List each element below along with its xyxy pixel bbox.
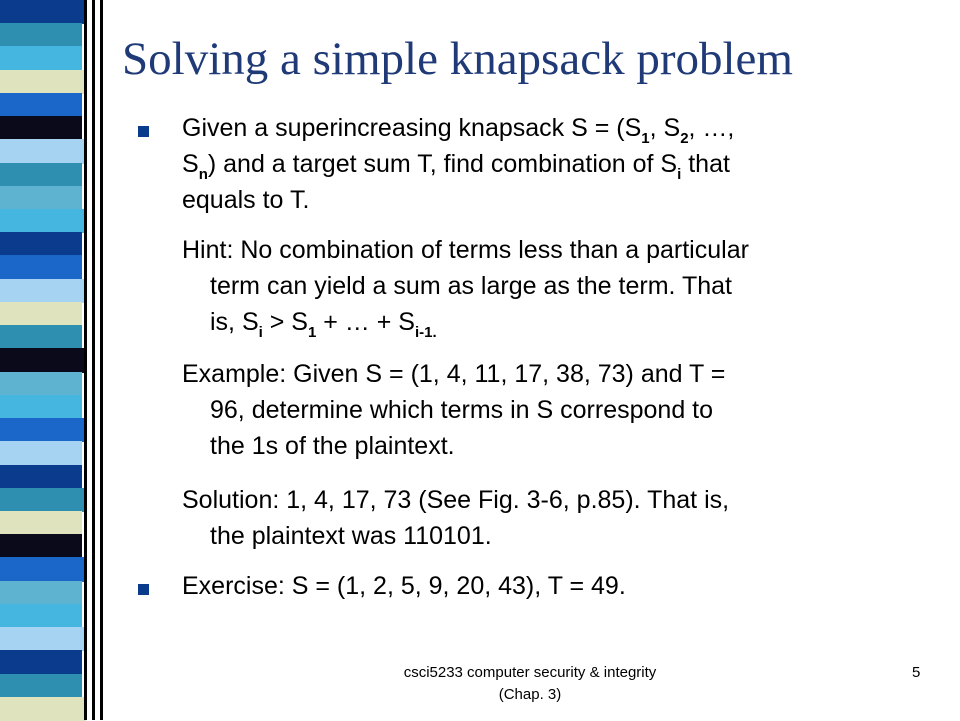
stripe-block	[0, 697, 86, 721]
stripe-block	[0, 465, 82, 489]
stripe-block	[0, 163, 82, 187]
stripe-block	[0, 209, 86, 233]
text-line: the plaintext was 110101.	[210, 522, 492, 550]
bullet-paragraph-1	[182, 110, 734, 218]
text-line: Solution: 1, 4, 17, 73 (See Fig. 3-6, p.85). That is,	[182, 486, 730, 514]
text-line: the 1s of the plaintext.	[210, 432, 455, 460]
stripe-block	[0, 23, 82, 47]
text-line: is, $S_i > S_1$ + … + $S_{i-1.}$	[210, 308, 437, 341]
stripe-block	[0, 418, 86, 442]
stripe-block	[0, 581, 82, 605]
decorative-stripe	[0, 0, 108, 720]
stripe-block	[0, 674, 82, 698]
text-line: 96, determine which terms in S correspond to	[210, 396, 714, 424]
stripe-block	[0, 186, 82, 210]
stripe-block	[0, 395, 82, 419]
stripe-block	[0, 511, 82, 535]
stripe-block	[0, 116, 82, 140]
bullet-square-icon	[138, 584, 149, 595]
stripe-block	[0, 279, 86, 303]
stripe-block	[0, 325, 82, 349]
hint-paragraph	[182, 232, 749, 340]
stripe-block	[0, 604, 82, 628]
stripe-block	[0, 302, 82, 326]
text-line: Given a superincreasing knapsack $S = (S_1$, $S_2$, …,	[182, 114, 735, 147]
stripe-block	[0, 93, 82, 117]
text-line: equals to T.	[182, 186, 310, 214]
text-line: Example: Given S = (1, 4, 11, 17, 38, 73) and T =	[182, 360, 726, 388]
slide-title: Solving a simple knapsack problem	[122, 33, 793, 85]
stripe-divider	[84, 0, 87, 720]
stripe-divider	[100, 0, 103, 720]
stripe-block	[0, 139, 86, 163]
stripe-block	[0, 627, 86, 651]
example-paragraph	[182, 356, 725, 464]
stripe-block	[0, 557, 86, 581]
stripe-block	[0, 488, 86, 512]
page-number: 5	[912, 664, 921, 681]
text-line: Hint: No combination of terms less than a particular	[182, 236, 749, 264]
bullet-square-icon	[138, 126, 149, 137]
stripe-block	[0, 255, 82, 279]
stripe-block	[0, 232, 82, 256]
solution-paragraph	[182, 482, 729, 554]
footer-caption: csci5233 computer security & integrity (Chap. 3)	[403, 664, 657, 703]
text-line: $S_n$) and a target sum T, find combination of $S_i$ that	[182, 150, 730, 183]
stripe-block	[0, 70, 86, 94]
text-line: term can yield a sum as large as the term. That	[210, 272, 732, 300]
stripe-block	[0, 441, 82, 465]
stripe-block	[0, 372, 82, 396]
stripe-block	[0, 0, 86, 24]
stripe-block	[0, 650, 82, 674]
stripe-block	[0, 534, 82, 558]
stripe-block	[0, 46, 82, 70]
stripe-divider	[92, 0, 95, 720]
stripe-block	[0, 348, 86, 372]
exercise-paragraph: Exercise: S = (1, 2, 5, 9, 20, 43), T = 49.	[182, 572, 626, 600]
